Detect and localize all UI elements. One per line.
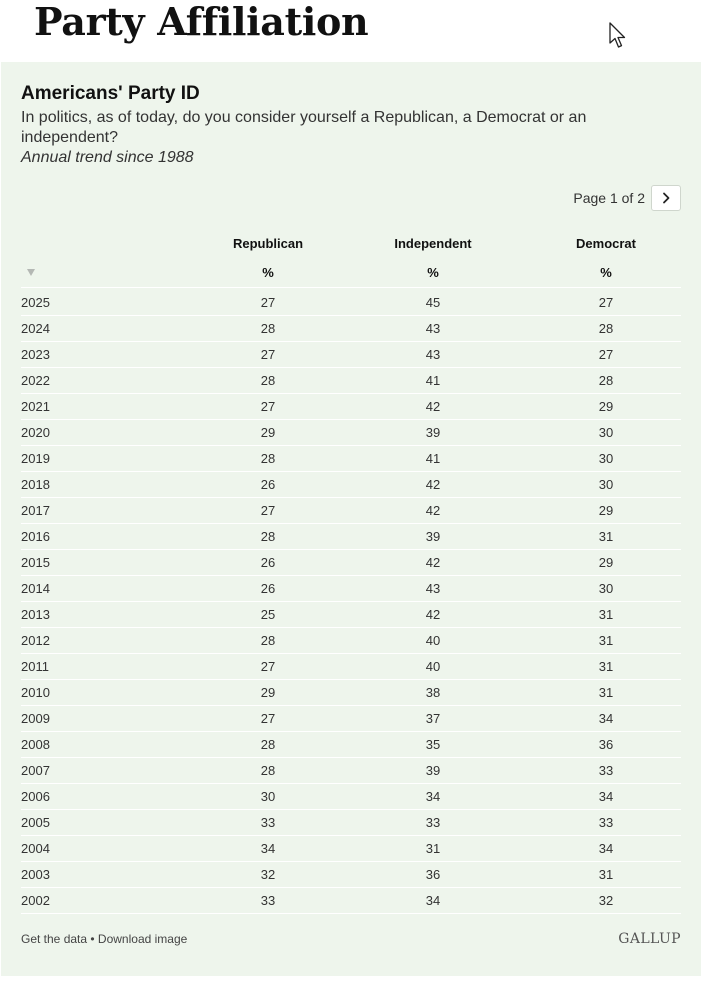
republican-cell: 34 [260,841,276,856]
year-cell: 2023 [21,347,50,362]
republican-cell: 28 [260,529,276,544]
democrat-cell: 30 [598,425,614,440]
republican-cell: 27 [260,295,276,310]
column-header-republican[interactable]: Republican [232,236,304,251]
table-row [21,680,681,706]
independent-cell: 42 [425,607,441,622]
independent-cell: 42 [425,399,441,414]
table-row [21,420,681,446]
footer-separator: • [87,932,98,946]
republican-cell: 27 [260,711,276,726]
table-row [21,394,681,420]
independent-cell: 42 [425,503,441,518]
year-cell: 2024 [21,321,50,336]
democrat-cell: 27 [598,295,614,310]
democrat-cell: 36 [598,737,614,752]
sort-down-icon[interactable] [27,269,35,276]
democrat-cell: 32 [598,893,614,908]
independent-cell: 40 [425,659,441,674]
year-cell: 2013 [21,607,50,622]
independent-cell: 42 [425,555,441,570]
republican-cell: 32 [260,867,276,882]
table-row [21,784,681,810]
unit-label-independent: % [427,265,439,280]
republican-cell: 30 [260,789,276,804]
column-headers [21,234,681,254]
democrat-cell: 30 [598,477,614,492]
table-row [21,888,681,914]
independent-cell: 37 [425,711,441,726]
table-row [21,316,681,342]
independent-cell: 35 [425,737,441,752]
independent-cell: 41 [425,451,441,466]
independent-cell: 34 [425,789,441,804]
democrat-cell: 28 [598,321,614,336]
republican-cell: 25 [260,607,276,622]
democrat-cell: 29 [598,399,614,414]
year-cell: 2022 [21,373,50,388]
democrat-cell: 30 [598,581,614,596]
independent-cell: 39 [425,425,441,440]
unit-label-republican: % [262,265,274,280]
get-data-link[interactable]: Get the data [21,932,88,946]
republican-cell: 28 [260,321,276,336]
year-cell: 2014 [21,581,50,596]
republican-cell: 28 [260,373,276,388]
year-cell: 2009 [21,711,50,726]
year-cell: 2016 [21,529,50,544]
table-body [21,290,681,914]
column-header-independent[interactable]: Independent [394,236,472,251]
pagination [573,185,681,211]
table-row [21,862,681,888]
republican-cell: 28 [260,451,276,466]
table-row [21,342,681,368]
year-cell: 2011 [21,659,49,674]
year-cell: 2015 [21,555,50,570]
democrat-cell: 28 [598,373,614,388]
chart-panel [1,62,701,976]
democrat-cell: 34 [598,711,614,726]
table-row [21,498,681,524]
republican-cell: 28 [260,737,276,752]
independent-cell: 36 [425,867,441,882]
year-cell: 2018 [21,477,50,492]
democrat-cell: 33 [598,815,614,830]
republican-cell: 27 [260,347,276,362]
year-cell: 2010 [21,685,50,700]
next-page-button[interactable] [651,185,681,211]
page-title: Party Affiliation [34,0,369,44]
mouse-cursor-icon [608,22,628,50]
table-row [21,732,681,758]
democrat-cell: 31 [598,659,614,674]
independent-cell: 38 [425,685,441,700]
republican-cell: 28 [260,763,276,778]
year-cell: 2002 [21,893,50,908]
independent-cell: 45 [425,295,441,310]
year-cell: 2019 [21,451,50,466]
year-cell: 2025 [21,295,50,310]
republican-cell: 28 [260,633,276,648]
year-cell: 2006 [21,789,50,804]
independent-cell: 40 [425,633,441,648]
table-row [21,758,681,784]
independent-cell: 43 [425,347,441,362]
year-cell: 2007 [21,763,50,778]
table-row [21,524,681,550]
table-row [21,810,681,836]
independent-cell: 43 [425,321,441,336]
footer-links [21,932,187,946]
republican-cell: 29 [260,685,276,700]
download-image-link[interactable]: Download image [97,932,188,946]
chevron-right-icon [661,192,671,204]
table-row [21,654,681,680]
chart-subtitle: Annual trend since 1988 [21,149,194,166]
column-header-democrat[interactable]: Democrat [576,236,636,251]
democrat-cell: 30 [598,451,614,466]
republican-cell: 33 [260,815,276,830]
democrat-cell: 29 [598,555,614,570]
year-cell: 2003 [21,867,50,882]
democrat-cell: 31 [598,607,614,622]
democrat-cell: 31 [598,685,614,700]
independent-cell: 34 [425,893,441,908]
page-indicator: Page 1 of 2 [573,190,645,206]
democrat-cell: 34 [598,789,614,804]
table-row [21,472,681,498]
independent-cell: 42 [425,477,441,492]
independent-cell: 43 [425,581,441,596]
year-cell: 2021 [21,399,50,414]
year-cell: 2005 [21,815,50,830]
table-row [21,446,681,472]
survey-question: In politics, as of today, do you consider yourself a Republican, a Democrat or an independent? [21,109,587,146]
year-cell: 2020 [21,425,50,440]
democrat-cell: 31 [598,867,614,882]
table-row [21,550,681,576]
independent-cell: 41 [425,373,441,388]
republican-cell: 33 [260,893,276,908]
democrat-cell: 27 [598,347,614,362]
democrat-cell: 29 [598,503,614,518]
table-row [21,290,681,316]
unit-row [21,261,681,288]
table-row [21,576,681,602]
democrat-cell: 31 [598,633,614,648]
republican-cell: 27 [260,503,276,518]
chart-title: Americans' Party ID [21,83,200,104]
gallup-logo: GALLUP [618,931,681,947]
republican-cell: 29 [260,425,276,440]
democrat-cell: 33 [598,763,614,778]
republican-cell: 26 [260,477,276,492]
table-row [21,706,681,732]
year-cell: 2012 [21,633,50,648]
independent-cell: 31 [425,841,441,856]
unit-label-democrat: % [600,265,612,280]
table-row [21,836,681,862]
independent-cell: 39 [425,763,441,778]
independent-cell: 33 [425,815,441,830]
republican-cell: 26 [260,555,276,570]
table-row [21,628,681,654]
republican-cell: 27 [260,659,276,674]
table-row [21,368,681,394]
republican-cell: 26 [260,581,276,596]
independent-cell: 39 [425,529,441,544]
republican-cell: 27 [260,399,276,414]
democrat-cell: 31 [598,529,614,544]
year-cell: 2004 [21,841,50,856]
democrat-cell: 34 [598,841,614,856]
year-cell: 2008 [21,737,50,752]
table-row [21,602,681,628]
year-cell: 2017 [21,503,50,518]
